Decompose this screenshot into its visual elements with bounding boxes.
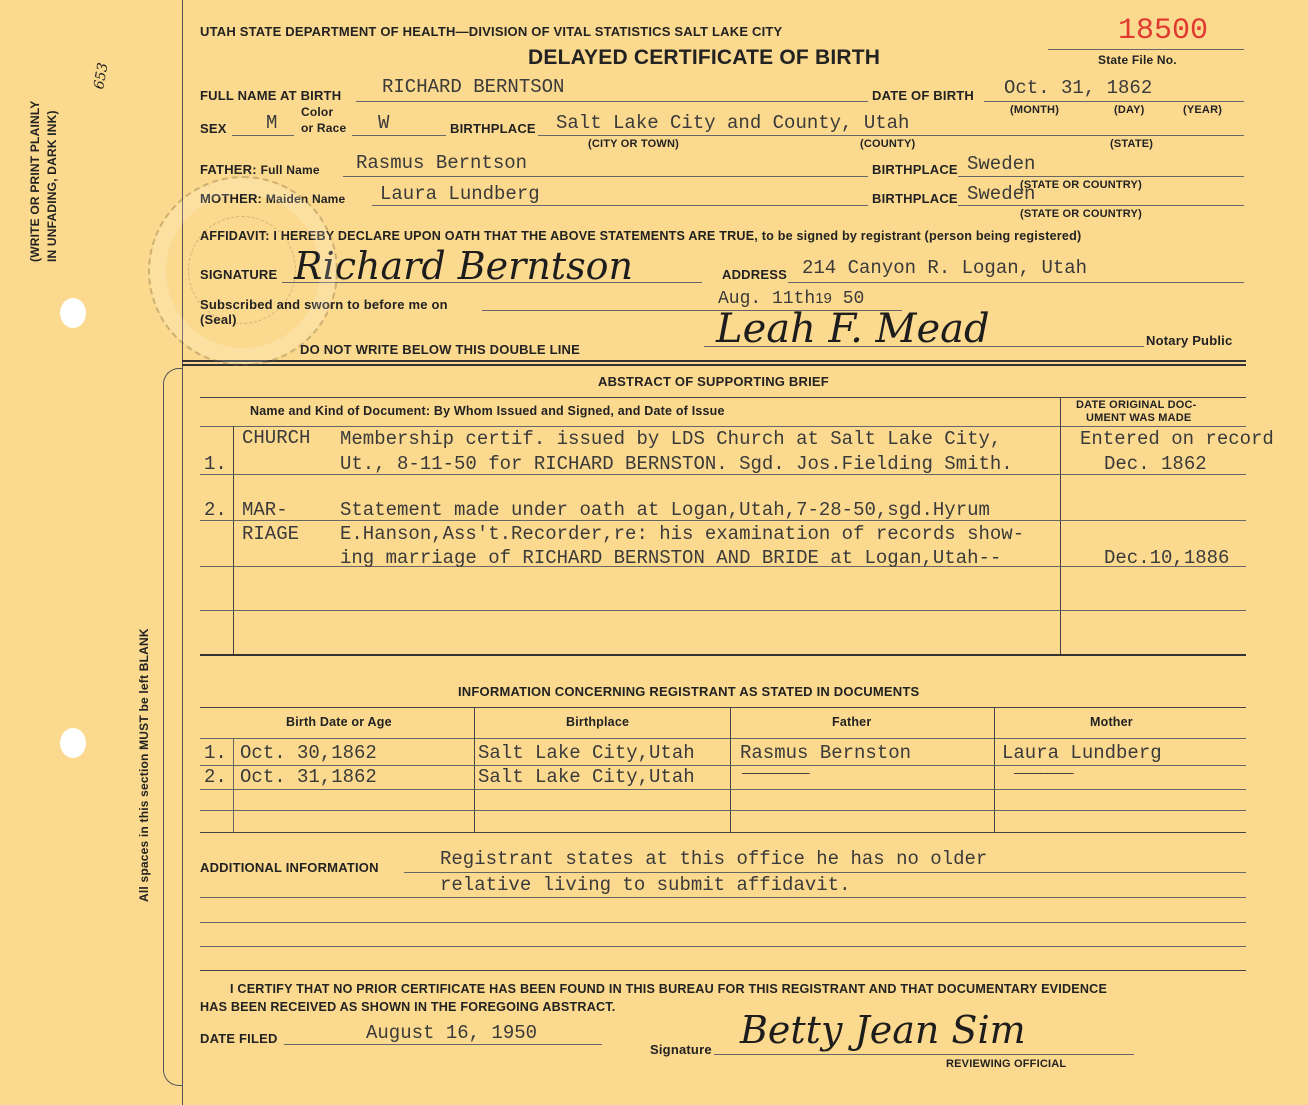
abstract-row-1-kind: CHURCH <box>242 427 311 449</box>
file-number-line <box>1048 49 1244 50</box>
race-line <box>352 135 446 136</box>
info-top-rule <box>200 707 1246 708</box>
notary-signature: Leah F. Mead <box>716 306 990 352</box>
day-label: (DAY) <box>1114 104 1145 116</box>
address-line <box>788 282 1244 283</box>
info-header-father: Father <box>832 715 872 729</box>
additional-info-label: ADDITIONAL INFORMATION <box>200 860 379 875</box>
father-name-line <box>343 176 868 177</box>
mother-heading: MOTHER: <box>200 191 263 206</box>
info-row-2-father: ————————— <box>742 766 809 782</box>
color-label: Color <box>301 105 334 119</box>
abstract-row-2-num: 2. <box>204 499 227 521</box>
signature-label: SIGNATURE <box>200 267 278 282</box>
sex-line <box>232 135 294 136</box>
race-label: or Race <box>301 121 347 135</box>
info-col-divider-2 <box>730 707 731 832</box>
notary-label: Notary Public <box>1146 333 1233 348</box>
sworn-date-day: Aug. 11th <box>718 289 816 309</box>
signature-line <box>282 282 702 283</box>
info-row-1-birthplace: Salt Lake City,Utah <box>478 742 695 764</box>
double-line-top <box>182 360 1246 362</box>
affidavit-text: AFFIDAVIT: I HEREBY DECLARE UPON OATH THAT THE ABOVE STATEMENTS ARE TRUE, to be signed by registrant (person being registered) <box>200 229 1082 243</box>
side-instruction-2: IN UNFADING, DARK INK) <box>45 110 59 262</box>
corner-mark: 653 <box>91 61 112 91</box>
info-row-2-birthplace: Salt Lake City,Utah <box>478 766 695 788</box>
father-name-value: Rasmus Berntson <box>356 152 528 174</box>
year-label: (YEAR) <box>1183 104 1223 116</box>
father-birthplace-label: BIRTHPLACE <box>872 162 958 177</box>
date-filed-label: DATE FILED <box>200 1031 278 1046</box>
info-row-2-mother: ————————— <box>1014 766 1072 782</box>
info-header-birthplace: Birthplace <box>566 715 630 729</box>
abstract-row-1-date-1: Entered on record <box>1080 428 1274 450</box>
certificate-title: DELAYED CERTIFICATE OF BIRTH <box>528 46 881 69</box>
date-of-birth-label: DATE OF BIRTH <box>872 88 975 103</box>
state-file-label: State File No. <box>1098 53 1177 67</box>
date-of-birth-value: Oct. 31, 1862 <box>1004 77 1153 99</box>
bracket-line <box>163 368 182 1086</box>
mother-state-country-label: (STATE OR COUNTRY) <box>1020 208 1142 220</box>
additional-line-2 <box>200 897 1246 898</box>
additional-info-line-1: Registrant states at this office he has no older <box>440 848 988 870</box>
date-of-birth-line <box>984 101 1244 102</box>
certify-line-1: I CERTIFY THAT NO PRIOR CERTIFICATE HAS BEEN FOUND IN THIS BUREAU FOR THIS REGISTRANT AND THAT DOCUMENTARY EVIDENCE <box>230 982 1108 996</box>
mother-subheading: Maiden Name <box>265 192 346 206</box>
blank-section-note: All spaces in this section MUST be left BLANK <box>137 628 151 902</box>
certify-line-2: HAS BEEN RECEIVED AS SHOWN IN THE FOREGOING ABSTRACT. <box>200 1000 616 1014</box>
info-row-rule-2 <box>200 789 1246 790</box>
father-heading: FATHER: <box>200 162 257 177</box>
sworn-label: Subscribed and sworn to before me on <box>200 297 448 312</box>
reviewing-official-label: REVIEWING OFFICIAL <box>946 1058 1067 1070</box>
abstract-row-1-date-2: Dec. 1862 <box>1104 453 1207 475</box>
father-state-country-label: (STATE OR COUNTRY) <box>1020 179 1142 191</box>
additional-line-1 <box>404 872 1246 873</box>
side-instruction-1: (WRITE OR PRINT PLAINLY <box>28 100 42 262</box>
mother-birthplace-value: Sweden <box>967 183 1036 205</box>
abstract-bottom-rule <box>200 654 1246 656</box>
address-value: 214 Canyon R. Logan, Utah <box>802 257 1088 279</box>
abstract-row-2-kind: MAR- <box>242 499 288 521</box>
info-row-1-date: Oct. 30,1862 <box>240 742 377 764</box>
birthplace-value: Salt Lake City and County, Utah <box>556 112 910 134</box>
info-row-1-num: 1. <box>204 742 227 764</box>
sex-value: M <box>266 112 278 134</box>
abstract-row-1-num: 1. <box>204 453 227 475</box>
abstract-col1-header: Name and Kind of Document: By Whom Issued and Signed, and Date of Issue <box>250 404 725 418</box>
reviewer-signature-label: Signature <box>650 1042 712 1057</box>
state-label: (STATE) <box>1110 138 1154 150</box>
abstract-row-rule-4 <box>200 610 1246 611</box>
left-margin-rule <box>182 0 183 1105</box>
sworn-date-year: 50 <box>842 289 865 309</box>
mother-birthplace-line <box>958 205 1244 206</box>
info-row-rule-3 <box>200 810 1246 811</box>
county-label: (COUNTY) <box>860 138 916 150</box>
month-label: (MONTH) <box>1010 104 1060 116</box>
address-label: ADDRESS <box>722 267 787 282</box>
info-title: INFORMATION CONCERNING REGISTRANT AS STATED IN DOCUMENTS <box>458 684 920 699</box>
state-file-number: 18500 <box>1118 14 1209 48</box>
abstract-row-2-line-1: Statement made under oath at Logan,Utah,7-28-50,sgd.Hyrum <box>340 499 990 521</box>
info-header-rule <box>200 738 1246 739</box>
abstract-row-1-line-1: Membership certif. issued by LDS Church at Salt Lake City, <box>340 428 1002 450</box>
info-header-mother: Mother <box>1090 715 1133 729</box>
do-not-write-label: DO NOT WRITE BELOW THIS DOUBLE LINE <box>300 342 580 357</box>
father-label <box>200 162 320 177</box>
abstract-row-2-date-1: Dec.10,1886 <box>1104 547 1230 569</box>
sex-label: SEX <box>200 121 227 136</box>
abstract-top-rule <box>200 397 1246 398</box>
punch-hole-top <box>60 298 86 328</box>
sworn-date-century: 19 <box>815 290 832 307</box>
info-row-2-num: 2. <box>204 766 227 788</box>
info-bottom-rule <box>200 832 1246 833</box>
father-birthplace-line <box>958 176 1244 177</box>
reviewer-signature-line <box>714 1054 1134 1055</box>
date-filed-value: August 16, 1950 <box>366 1022 538 1044</box>
info-header-birthdate: Birth Date or Age <box>286 715 392 729</box>
abstract-col-divider-num <box>233 426 234 654</box>
birthplace-label: BIRTHPLACE <box>450 121 536 136</box>
double-line-bottom <box>182 364 1246 366</box>
reviewer-signature: Betty Jean Sim <box>740 1008 1026 1052</box>
department-header: UTAH STATE DEPARTMENT OF HEALTH—DIVISION OF VITAL STATISTICS SALT LAKE CITY <box>200 24 783 39</box>
additional-line-3 <box>200 922 1246 923</box>
certify-top-rule <box>200 970 1246 971</box>
mother-name-line <box>372 205 868 206</box>
punch-hole-bottom <box>60 728 86 758</box>
abstract-header-rule <box>200 426 1246 427</box>
father-birthplace-value: Sweden <box>967 153 1036 175</box>
additional-line-4 <box>200 946 1246 947</box>
abstract-col2-header-1: DATE ORIGINAL DOC- <box>1076 399 1197 411</box>
abstract-col2-header-2: UMENT WAS MADE <box>1086 412 1192 424</box>
registrant-signature: Richard Berntson <box>294 244 633 288</box>
full-name-line <box>356 101 868 102</box>
info-col-divider-num <box>233 738 234 832</box>
father-subheading: Full Name <box>260 163 320 177</box>
notary-line <box>704 346 1144 347</box>
abstract-col-divider-date <box>1060 397 1061 654</box>
abstract-row-1-line-2: Ut., 8-11-50 for RICHARD BERNSTON. Sgd. Jos.Fielding Smith. <box>340 453 1013 475</box>
info-row-1-mother: Laura Lundberg <box>1002 742 1162 764</box>
seal-label: (Seal) <box>200 312 237 327</box>
info-col-divider-1 <box>474 707 475 832</box>
city-label: (CITY OR TOWN) <box>588 138 679 150</box>
full-name-value: RICHARD BERNTSON <box>382 76 565 98</box>
info-row-1-father: Rasmus Bernston <box>740 742 912 764</box>
additional-info-line-2: relative living to submit affidavit. <box>440 874 851 896</box>
mother-birthplace-label: BIRTHPLACE <box>872 191 958 206</box>
info-col-divider-3 <box>994 707 995 832</box>
abstract-row-2-kind-2: RIAGE <box>242 523 300 545</box>
abstract-title: ABSTRACT OF SUPPORTING BRIEF <box>598 374 829 389</box>
birthplace-line <box>538 135 1244 136</box>
date-filed-line <box>284 1044 602 1045</box>
abstract-row-2-line-3: ing marriage of RICHARD BERNSTON AND BRIDE at Logan,Utah-- <box>340 547 1002 569</box>
full-name-label: FULL NAME AT BIRTH <box>200 88 342 103</box>
abstract-row-2-line-2: E.Hanson,Ass't.Recorder,re: his examination of records show- <box>340 523 1025 545</box>
mother-name-value: Laura Lundberg <box>380 183 540 205</box>
race-value: W <box>378 112 390 134</box>
info-row-2-date: Oct. 31,1862 <box>240 766 377 788</box>
notary-seal-inner <box>188 216 296 324</box>
